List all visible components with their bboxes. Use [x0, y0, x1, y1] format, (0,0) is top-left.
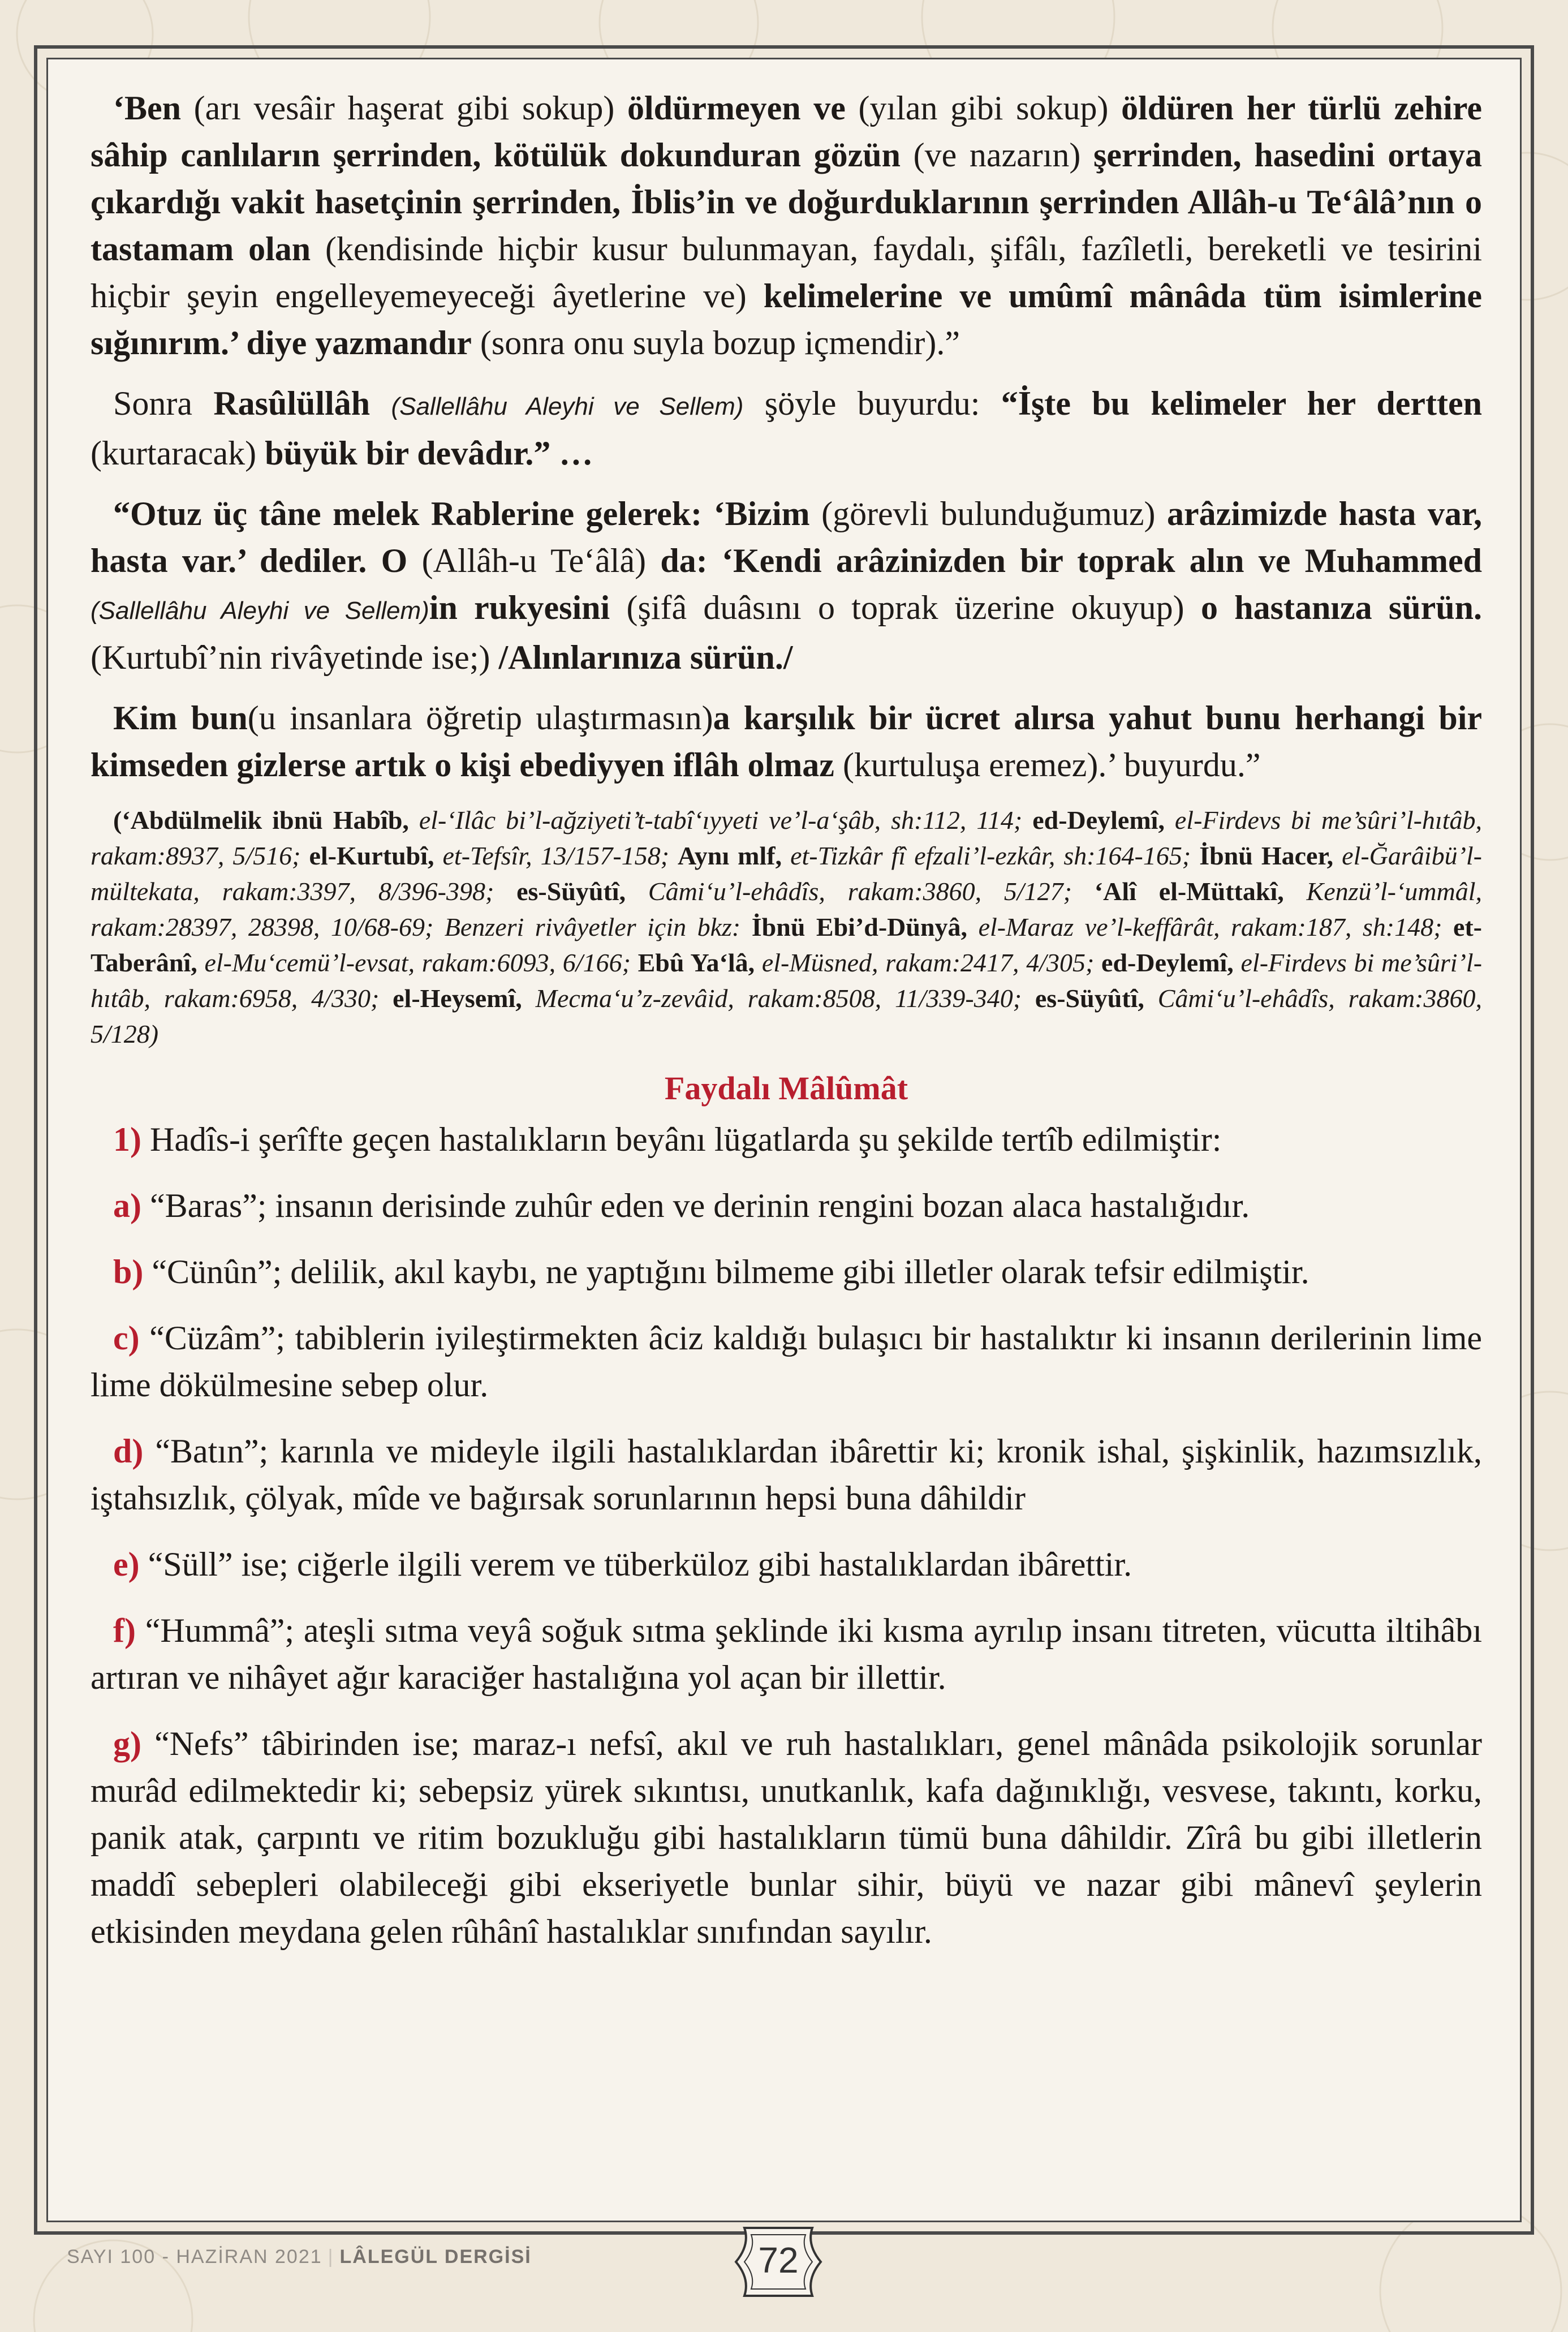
list-item: f) “Hummâ”; ateşli sıtma veyâ soğuk sıtma şeklinde iki kısma ayrılıp insanı titreten, vücutta iltihâbı artıran ve nihâyet ağır karaciğer hastalığına yol açan bir illettir. [91, 1612, 1482, 1696]
references-block: (‘Abdülmelik ibnü Habîb, el-‘Ilâc bi’l-ağziyeti’t-tabî‘ıyyeti ve’l-a‘şâb, sh:112, 114; ed-Deylemî, el-Firdevs bi me’sûri’l-hıtâb, rakam:8937, 5/516; el-Kurtubî, et-Tefsîr, 13/157-158; Aynı mlf, et-Tizkâr fî efzali’l-ezkâr, sh:164-165; İbnü Hacer, el-Ğarâibü’l-mültekata, rakam:3397, 8/396-398; es-Süyûtî, Câmi‘u’l-ehâdîs, rakam:3860, 5/127; ‘Alî el-Müttakî, Kenzü’l-‘ummâl, rakam:28397, 28398, 10/68-69; Benzeri rivâyetler için bkz: İbnü Ebi’d-Dünyâ, el-Maraz ve’l-keffârât, rakam:187, sh:148; et-Taberânî, el-Mu‘cemü’l-evsat, rakam:6093, 6/166; Ebû Ya‘lâ, el-Müsned, rakam:2417, 4/305; ed-Deylemî, el-Firdevs bi me’sûri’l-hıtâb, rakam:6958, 4/330; el-Heysemî, Mecma‘u’z-zevâid, rakam:8508, 11/339-340; es-Süyûtî, Câmi‘u’l-ehâdîs, rakam:3860, 5/128) [91, 806, 1483, 1048]
list-marker: e) [113, 1546, 140, 1583]
list-marker: 1) [113, 1121, 141, 1158]
hadith-paragraph-2: Sonra Rasûlüllâh (Sallellâhu Aleyhi ve Sellem) şöyle buyurdu: “İşte bu kelimeler her dertten (kurtaracak) büyük bir devâdır.” … [91, 385, 1483, 472]
list-item: g) “Nefs” tâbirinden ise; maraz-ı nefsî, akıl ve ruh hastalıkları, genel mânâda psikolojik sorunlar murâd edilmektedir ki; sebepsiz yürek sıkıntısı, unutkanlık, kafa dağınıklığı, vesvese, takıntı, korku, panik atak, çarpıntı ve ritim bozukluğu gibi hastalıkların tümü buna dâhildir. Zîrâ bu gibi illetlerin maddî sebepleri olabileceği gibi ekseriyetle bunlar sihir, büyü ve nazar gibi mânevî şeylerin etkisinden meydana gelen rûhânî hastalıklar sınıfından sayılır. [91, 1725, 1482, 1950]
list-item: 1) Hadîs-i şerîfte geçen hastalıkların beyânı lügatlarda şu şekilde tertîb edilmiştir: [113, 1121, 1222, 1158]
section-title: Faydalı Mâlûmât [664, 1070, 908, 1107]
salawat-note: (Sallellâhu Aleyhi ve Sellem) [391, 393, 744, 420]
magazine-name: LÂLEGÜL DERGİSİ [339, 2246, 532, 2268]
list-marker: b) [113, 1253, 144, 1290]
hadith-paragraph-3: “Otuz üç tâne melek Rablerine gelerek: ‘Bizim (görevli bulunduğumuz) arâzimizde hasta var, hasta var.’ dediler. O (Allâh-u Te‘âlâ) da: ‘Kendi arâzinizden bir toprak alın ve Muhammed (Sallellâhu Aleyhi ve Sellem)in rukyesini (şifâ duâsını o toprak üzerine okuyup) o hastanıza sürün. (Kurtubî’nin rivâyetinde ise;) /Alınlarınıza sürün./ [91, 495, 1482, 676]
issue-label: SAYI 100 - HAZİRAN 2021 [67, 2246, 322, 2268]
list-item: d) “Batın”; karınla ve mideyle ilgili hastalıklardan ibârettir ki; kronik ishal, şişkinlik, hazımsızlık, iştahsızlık, çölyak, mîde ve bağırsak sorunlarının hepsi buna dâhildir [91, 1432, 1482, 1517]
list-marker: g) [113, 1725, 141, 1762]
salawat-note: (Sallellâhu Aleyhi ve Sellem) [91, 597, 429, 625]
list-item: a) “Baras”; insanın derisinde zuhûr eden ve derinin rengini bozan alaca hastalığıdır. [113, 1187, 1250, 1224]
list-marker: d) [113, 1432, 144, 1470]
footer-divider: | [328, 2246, 334, 2268]
list-item: c) “Cüzâm”; tabiblerin iyileştirmekten âciz kaldığı bulaşıcı bir hastalıktır ki insanın derilerinin lime lime dökülmesine sebep olur. [91, 1319, 1482, 1404]
hadith-paragraph-4: Kim bun(u insanlara öğretip ulaştırmasın)a karşılık bir ücret alırsa yahut bunu herhangi bir kimseden gizlerse artık o kişi ebediyyen iflâh olmaz (kurtuluşa eremez).’ buyurdu.” [91, 699, 1483, 784]
hadith-paragraph-1: ‘Ben (arı vesâir haşerat gibi sokup) öldürmeyen ve (yılan gibi sokup) öldüren her türlü zehire sâhip canlıların şerrinden, kötülük dokunduran gözün (ve nazarın) şerrinden, hasedini ortaya çıkardığı vakit hasetçinin şerrinden, İblis’in ve doğurduklarının şerrinden Allâh-u Te‘âlâ’nın o tastamam olan (kendisinde hiçbir kusur bulunmayan, faydalı, şifâlı, fazîletli, bereketli ve tesirini hiçbir şeyin engelleyemeyeceği âyetlerine ve) kelimelerine ve umûmî mânâda tüm isimlerine sığınırım.’ diye yazmandır (sonra onu suyla bozup içmendir).” [91, 89, 1483, 362]
list-marker: a) [113, 1187, 141, 1224]
list-marker: c) [113, 1319, 140, 1357]
article-body [91, 85, 1482, 1974]
footer-issue-info [67, 2246, 532, 2268]
page-number: 72 [758, 2240, 799, 2281]
list-item: e) “Süll” ise; ciğerle ilgili verem ve tüberküloz gibi hastalıklardan ibârettir. [113, 1546, 1132, 1583]
list-item: b) “Cünûn”; delilik, akıl kaybı, ne yaptığını bilmeme gibi illetler olarak tefsir edilmiştir. [113, 1253, 1309, 1290]
list-marker: f) [113, 1612, 136, 1649]
